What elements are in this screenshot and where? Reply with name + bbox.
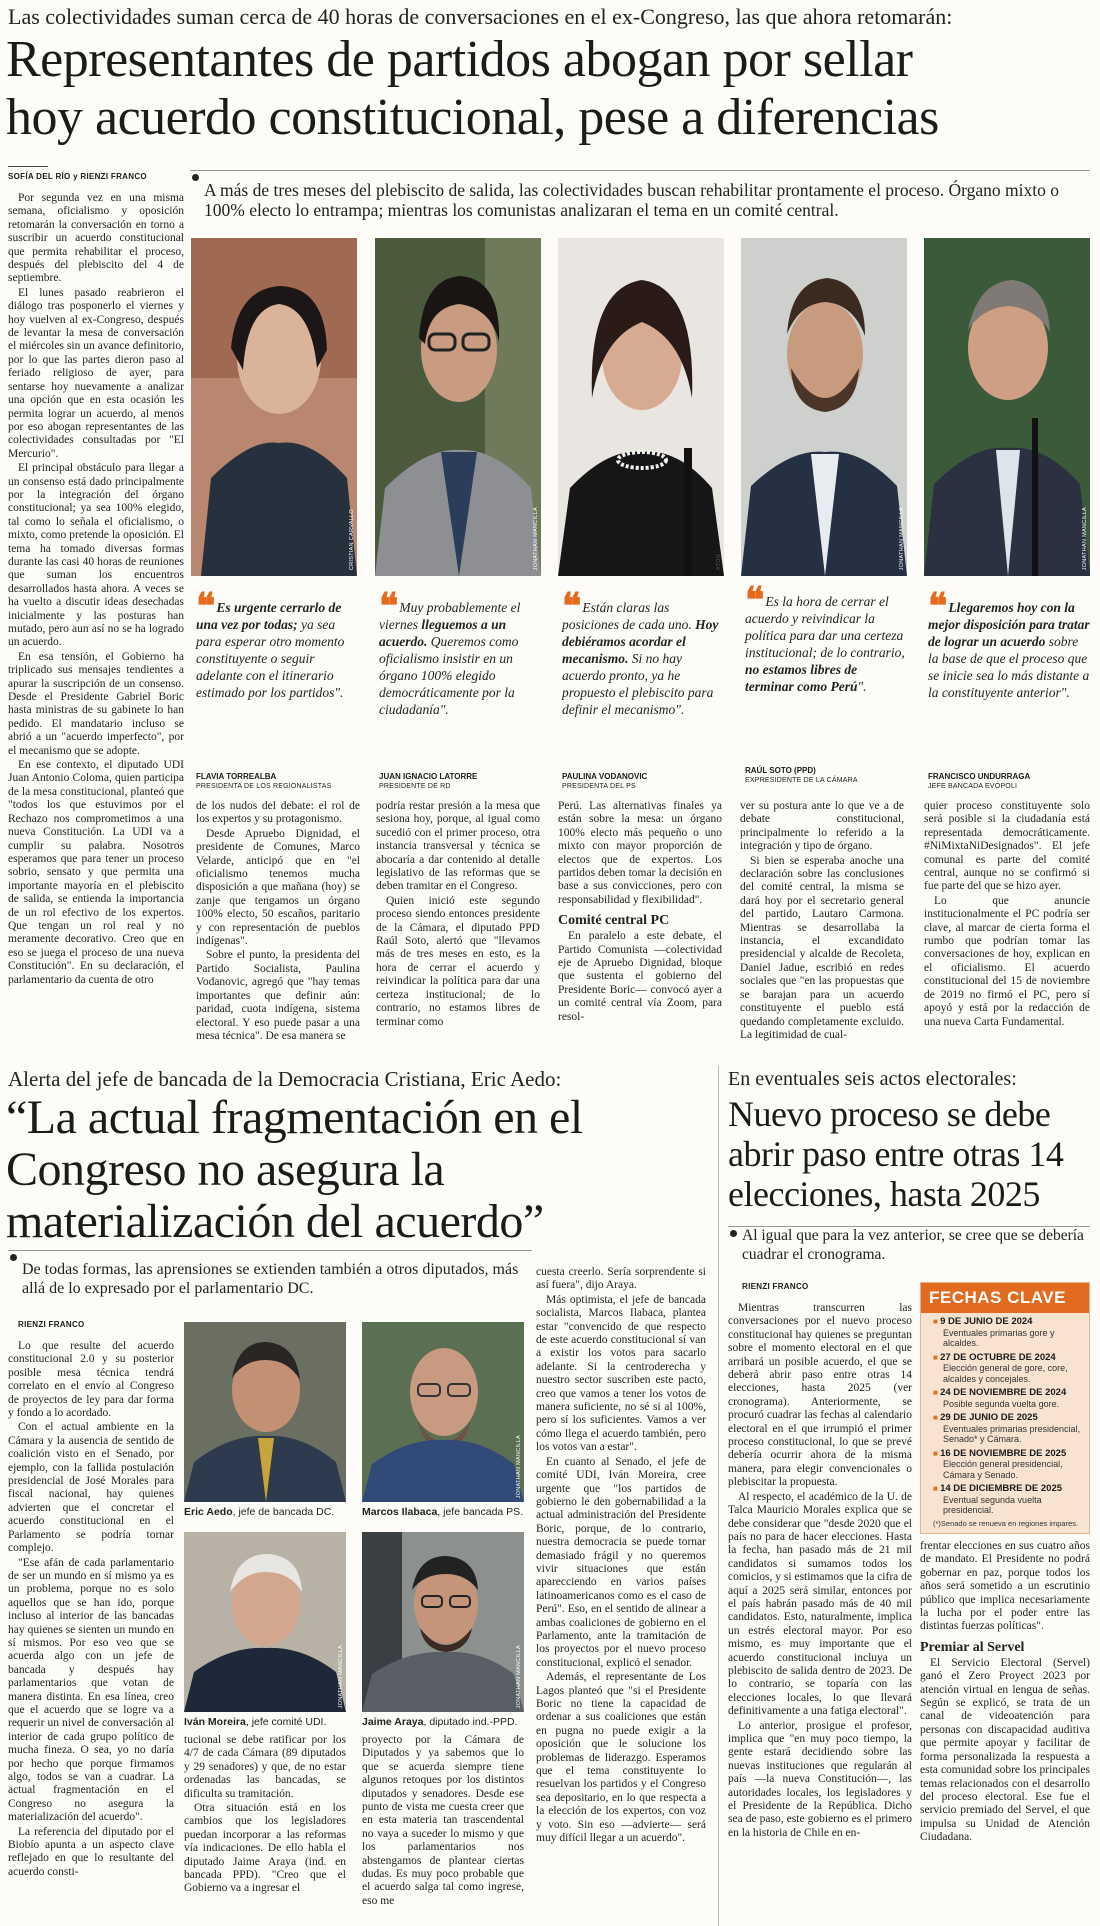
photo-credit: JONATHAN MANCILLA xyxy=(516,1644,522,1708)
paragraph: En esa tensión, el Gobierno ha triplicado sus mensajes tendientes a apurar la suscripción de un consenso. Desde el Presidente Gabriel Boric hasta ministras de su gabinete lo han pedido. El mandatario incluso se abrió a un "acuerdo imperfecto", por el mecanismo que se adopte. xyxy=(8,650,184,757)
quote-text: Es la hora de cerrar el acuerdo y reivindicar la política para dar una certeza institucional; de lo contrario, xyxy=(745,594,905,660)
quote-soto xyxy=(745,579,909,695)
quote-emphasis: Llegaremos hoy con la mejor disposición para tratar de lograr un acuerdo xyxy=(928,600,1090,649)
quote-text: Si no hay acuerdo pronto, ya he propuesto el plebiscito para definir el mecanismo". xyxy=(562,651,714,717)
paragraph: proyecto por la Cámara de Diputados y ya sabemos que lo que se acuerda siempre tiene algunos retoques por los distintos diputados y senadores. Desde ese punto de vista me cuesta creer que en esta materia tan trascendental no vaya a suceder lo mismo y que los parlamentarios nos abstengamos de plantear ciertas dudas. Es muy poco probable que el acuerdo salga tal como ingrese, eso me xyxy=(362,1734,524,1907)
top-body-column-2 xyxy=(376,800,540,1062)
caption-name: Eric Aedo xyxy=(184,1506,233,1518)
left-lead-rule xyxy=(8,1250,532,1251)
source-role: PRESIDENTA DEL PS xyxy=(562,783,636,790)
source-name: PAULINA VODANOVIC xyxy=(562,772,648,781)
right-headline-line3: elecciones, hasta 2025 xyxy=(728,1174,1040,1214)
paragraph: tucional se debe ratificar por los 4/7 de cada Cámara (89 diputados y 29 senadores) y que, de no estar ordenadas las bancadas, se dificulta su tramitación. xyxy=(184,1734,346,1800)
caption-aedo xyxy=(184,1506,334,1518)
caption-role: , jefe de bancada DC. xyxy=(232,1506,335,1518)
paragraph: Al respecto, el académico de la U. de Talca Mauricio Morales explica que se debe considerar que "desde 2020 que el país no para de hacer elecciones. Hasta la fecha, han pasado más de 21 mil candidatos si sumamos todos los comicios, y si estimamos que la cifra de aquí a 2025 será similar, entonces por el país habrán pasado más de 40 mil candidatos. Esto, naturalmente, implica un estrés electoral mayor. Por eso mismo, es muy importante que el acuerdo constitucional incluya un plebiscito de salida dentro de 2023. De lo contrario, se toparía con las elecciones locales, lo que llevará definitivamente a una fatiga electoral". xyxy=(728,1490,912,1718)
quote-source-vodanovic xyxy=(562,772,726,792)
paragraph: de los nudos del debate: el rol de los expertos y su protagonismo. xyxy=(196,800,360,826)
key-date-item xyxy=(921,1352,1089,1385)
quote-mark-icon: ❝ xyxy=(928,585,945,627)
quote-emphasis: Hoy debiéramos acordar el mecanismo. xyxy=(562,617,719,666)
right-column-1 xyxy=(728,1302,912,1926)
paragraph: Con el actual ambiente en la Cámara y la ausencia de sentido de coalición visto en el Senado, por ejemplo, con la fallida postulación presidencial de José Morales para fiscal nacional, hay quienes advierten que el concretar el acuerdo constitucional en el Parlamento se podría tornar complejo. xyxy=(8,1421,174,1555)
byline-rule xyxy=(8,166,48,167)
quote-mark-icon: ❝ xyxy=(379,585,396,627)
key-date-item xyxy=(921,1412,1089,1445)
top-kicker: Las colectividades suman cerca de 40 horas de conversaciones en el ex-Congreso, las que ahora retomarán: xyxy=(8,4,953,29)
paragraph: podría restar presión a la mesa que sesiona hoy, porque, al igual como sucedió con el primer proceso, otra instancia transversal y técnica se abocaría a dar contenido al detalle legislativo de las reformas que se deben tramitar en el Congreso. xyxy=(376,800,540,893)
source-name: FLAVIA TORREALBA xyxy=(196,772,277,781)
left-byline: RIENZI FRANCO xyxy=(18,1320,85,1329)
left-headline-line3: materialización del acuerdo” xyxy=(6,1195,544,1248)
caption-name: Marcos Ilabaca xyxy=(362,1506,438,1518)
key-dates-title: FECHAS CLAVE xyxy=(921,1283,1089,1313)
left-headline-line2: Congreso no asegura la xyxy=(6,1143,445,1196)
quote-source-undurraga xyxy=(928,772,1092,792)
right-byline: RIENZI FRANCO xyxy=(742,1282,809,1291)
top-lead: A más de tres meses del plebiscito de salida, las colectividades buscan rehabilitar prontamente el proceso. Órgano mixto o 100% electo lo entrampa; mientras los comunistas analizaran el tema en un comité central. xyxy=(204,180,1059,220)
right-column-2 xyxy=(920,1540,1090,1926)
caption-name: Iván Moreira xyxy=(184,1716,246,1728)
source-role: EXPRESIDENTE DE LA CÁMARA xyxy=(745,777,858,784)
source-name: RAÚL SOTO (PPD) xyxy=(745,766,816,775)
photo-credit: JONATHAN MANCILLA xyxy=(1082,506,1088,570)
paragraph: Lo que anuncie institucionalmente el PC podría ser clave, al marcar de cierta forma el rumbo que podrían tomar las conversaciones de hoy, explican en el oficialismo. El acuerdo constitucional del 15 de noviembre de 2019 no firmó el PC, pero sí apoyó y está por la redacción de una nueva Carta Fundamental. xyxy=(924,894,1090,1028)
paragraph: Por segunda vez en una misma semana, oficialismo y oposición retomarán la conversación en torno a suscribir un acuerdo constitucional que permita rehabilitar el proceso, después del plebiscito del 4 de septiembre. xyxy=(8,192,184,285)
top-left-column xyxy=(8,192,184,1062)
key-date-text: Elección general de gore, core, alcaldes y concejales. xyxy=(943,1363,1068,1384)
right-headline-line2: abrir paso entre otras 14 xyxy=(728,1134,1064,1174)
left-lead: De todas formas, las aprensiones se extienden también a otros diputados, más allá de lo expresado por el parlamentario DC. xyxy=(22,1261,519,1297)
quote-text: Queremos como oficialismo insistir en un órgano 100% elegido democráticamente por la ciudadanía". xyxy=(379,634,519,717)
quote-text: ". xyxy=(857,679,867,694)
left-lead-bullet xyxy=(10,1254,17,1261)
top-headline-line1: Representantes de partidos abogan por sellar xyxy=(6,31,913,88)
source-name: FRANCISCO UNDURRAGA xyxy=(928,772,1031,781)
key-date-item xyxy=(921,1448,1089,1481)
key-date-text: Elección general presidencial, Cámara y Senado. xyxy=(943,1459,1063,1480)
quote-source-latorre xyxy=(379,772,543,792)
right-lead-bullet xyxy=(730,1230,737,1237)
key-date: ■ 27 DE OCTUBRE DE 2024 xyxy=(933,1352,1056,1363)
top-byline: SOFÍA DEL RÍO y RIENZI FRANCO xyxy=(8,172,147,181)
photo-credit: CRISTIAN CARVALLO xyxy=(349,508,355,570)
quote-source-torrealba xyxy=(196,772,360,792)
top-body-column-4 xyxy=(740,800,904,1062)
left-column-1 xyxy=(8,1340,174,1926)
key-date: ■ 9 DE JUNIO DE 2024 xyxy=(933,1316,1032,1327)
caption-moreira xyxy=(184,1716,326,1728)
paragraph: En paralelo a este debate, el Partido Comunista —colectividad eje de Apruebo Dignidad, bloque que sustenta el gobierno del Presidente Boric— convocó ayer a un comité central vía Zoom, para resol- xyxy=(558,930,722,1023)
key-dates-note: (*)Senado se renueva en regiones impares. xyxy=(933,1518,1079,1528)
left-kicker: Alerta del jefe de bancada de la Democracia Cristiana, Eric Aedo: xyxy=(8,1067,562,1091)
top-body-column-3 xyxy=(558,800,722,1062)
photo-eric-aedo xyxy=(184,1322,346,1502)
left-column-3 xyxy=(362,1734,524,1926)
paragraph: En ese contexto, el diputado UDI Juan Antonio Coloma, quien participa de la mesa constitucional, planteó que "todos los que estuvimos por el Rechazo nos comprometimos a una nueva Constitución. La UDI va a cumplir su palabra. Nosotros esperamos que para tener un proceso sobrio, sensato y que permita una importante mayoría en el plebiscito de salida, se entienda la importancia de un rol efectivo de los expertos. Que tengan un rol real y no meramente decorativo. Creo que en eso se juega el proceso de una nueva Constitución". En su declaración, el parlamentario da cuenta de otro xyxy=(8,759,184,986)
quote-mark-icon: ❝ xyxy=(196,585,213,627)
caption-araya xyxy=(362,1716,517,1728)
paragraph: "Ese afán de cada parlamentario de ser un mundo en sí mismo ya es un problema, porque no es solo aquellos que se han ido, porque incluso al interior de las bancadas hay quienes se sienten un mundo en sí mismos. Por eso veo que se acuerda algo con un jefe de bancada y después hay parlamentarios que votan de manera distinta. En esa línea, creo que el acuerdo que se logre va a requerir un nivel de conversación al interior de cada grupo político de mucha fineza. O sea, yo no daría por hecho que porque firmamos algo, todos se van a cuadrar. La actual fragmentación en el Congreso no asegura la materialización del acuerdo". xyxy=(8,1556,174,1824)
key-date: ■ 29 DE JUNIO DE 2025 xyxy=(933,1412,1038,1423)
quote-mark-icon: ❝ xyxy=(745,579,762,621)
paragraph: El lunes pasado reabrieron el diálogo tras posponerlo el viernes y hoy vuelven al ex-Congreso, después de levantar la mesa de conversación el miércoles sin un avance definitorio, por lo que las partes dieron paso al feriado religioso de ayer, para sentarse hoy nuevamente a analizar una opción que en esta ocasión les permita lograr un acuerdo, al menos por eso abogan representantes de las colectividades consultadas por "El Mercurio". xyxy=(8,286,184,460)
photo-credit: JONATHAN MANCILLA xyxy=(533,506,539,570)
quote-text: ya sea para esperar otro momento constituyente o seguir adelante con el itinerario estimado por los partidos". xyxy=(196,617,345,700)
paragraph: quier proceso constituyente solo será posible si la ciudadanía está representada democráticamente. #NiMixtaNiDesignados". El jefe comunal es parte del comité central, aunque no se confirmó si fue parte del que se hizo ayer. xyxy=(924,800,1090,893)
photo-marcos-ilabaca xyxy=(362,1322,524,1502)
source-role: PRESIDENTE DE RD xyxy=(379,783,451,790)
photo-credit: JONATHAN MANCILLA xyxy=(338,1644,344,1708)
top-body-column-1 xyxy=(196,800,360,1062)
photo-raul-soto xyxy=(741,238,907,576)
lead-bullet xyxy=(192,174,199,181)
caption-role: , jefe bancada PS. xyxy=(437,1506,524,1518)
paragraph: Si bien se esperaba anoche una declaración sobre las conclusiones del comité central, la misma se dará hoy por el secretario general del partido, Lautaro Carmona. Mientras se desarrollaba la instancia, el excandidato presidencial y alcalde de Recoleta, Daniel Jadue, escribió en redes sociales que "en las propuestas que se barajan para un acuerdo constituyente el pueblo está quedando completamente excluido. La legitimidad de cual- xyxy=(740,854,904,1041)
quote-text: sobre la base de que el proceso que se inicie sea lo más distante a la constituyente anterior". xyxy=(928,634,1090,700)
paragraph: El Servicio Electoral (Servel) ganó el Zero Proyect 2023 por atención virtual en lengua de señas. Según se explicó, se trata de un canal de videoatención para personas con discapacidad auditiva que permite apoyar y facilitar de forma personalizada la respuesta a esta comunidad sobre los principales temas relacionados con el desarrollo del proceso electoral. Ese fue el servicio premiado del Servel, el que impulsa su Unidad de Atención Ciudadana. xyxy=(920,1656,1090,1844)
key-date-text: Eventual segunda vuelta presidencial. xyxy=(943,1494,1042,1515)
quote-emphasis: Es urgente cerrarlo de una vez por todas; xyxy=(196,600,342,632)
story-divider xyxy=(718,1066,719,1926)
paragraph: Mientras transcurren las conversaciones por el nuevo proceso constitucional hay quienes se preguntan sobre el momento electoral en el que arribará un posible acuerdo, el que se deberá abrir paso entre otras 14 elecciones, hasta 2025 (ver cronograma). Anteriormente, se procuró cuadrar las fechas al calendario electoral en el que irrumpió el primer proceso constitucional, lo que se prevé debería ocurrir ahora de la misma manera, para elegir convencionales o plebiscitar la propuesta. xyxy=(728,1302,912,1489)
key-date-text: Eventuales primarias presidencial, Senado* y Cámara. xyxy=(943,1423,1081,1444)
quote-vodanovic xyxy=(562,585,726,718)
paragraph: frentar elecciones en sus cuatro años de mandato. El Presidente no podrá gobernar en paz, porque todos los años será sometido a un escrutinio público que implica necesariamente la lucha por el poder entre las distintas fuerzas políticas". xyxy=(920,1540,1090,1633)
photo-juan-ignacio-latorre xyxy=(375,238,541,576)
paragraph: Perú. Las alternativas finales ya están sobre la mesa: un órgano 100% electo más pequeño o uno mixto con mayor proporción de electos que de expertos. Los partidos deben tomar la decisión en base a sus convicciones, pero con responsabilidad y flexibilidad". xyxy=(558,800,722,906)
paragraph: Desde Apruebo Dignidad, el presidente de Comunes, Marco Velarde, anticipó que en "el oficialismo tenemos mucha disposición a que mañana (hoy) se zanje que tengamos un órgano 100% electo, 50 escaños, paritario y con representación de pueblos indígenas". xyxy=(196,827,360,948)
paragraph: ver su postura ante lo que ve a de debate constitucional, principalmente lo referido a la integración y tipo de órgano. xyxy=(740,800,904,853)
caption-name: Jaime Araya xyxy=(362,1716,424,1728)
right-kicker: En eventuales seis actos electorales: xyxy=(728,1068,1017,1090)
left-headline-line1: “La actual fragmentación en el xyxy=(6,1091,583,1144)
key-date-item xyxy=(921,1316,1089,1349)
key-dates-box xyxy=(920,1282,1090,1534)
quote-source-soto xyxy=(745,766,909,786)
paragraph: El principal obstáculo para llegar a un consenso está dado principalmente por la integración del órgano constitucional; ya sea 100% elegido, tal como lo señala el oficialismo, o mixto, como pretende la oposición. El tema ha tomado diversas formas durante las casi 40 horas de reuniones que suman los encuentros desarrollados hasta ahora. A veces se ha vuelto a discutir ideas desechadas inicialmente y las posturas han mutado, pero aun así no se ha logrado un acuerdo. xyxy=(8,462,184,649)
paragraph: Lo que resulte del acuerdo constitucional 2.0 y su posterior posible mesa técnica tendrá correlato en el envío al Congreso de proyectos de ley para dar forma y fondo a lo acordado. xyxy=(8,1340,174,1420)
quote-torrealba xyxy=(196,585,360,701)
paragraph: Quien inició este segundo proceso siendo entonces presidente de la Cámara, el diputado PPD Raúl Soto, alertó que "llevamos más de tres meses en esto, es la hora de cerrar el acuerdo y reivindicar la política para dar una certeza institucional; de lo contrario, no estamos libres de terminar como xyxy=(376,894,540,1028)
quote-latorre xyxy=(379,585,543,718)
key-date-item xyxy=(921,1483,1089,1516)
source-role: PRESIDENTA DE LOS REGIONALISTAS xyxy=(196,783,332,790)
right-lead: Al igual que para la vez anterior, se cree que se debería cuadrar el cronograma. xyxy=(742,1227,1084,1263)
photo-francisco-undurraga xyxy=(924,238,1090,576)
top-headline-line2: hoy acuerdo constitucional, pese a diferencias xyxy=(6,89,939,146)
key-date: ■ 16 DE NOVIEMBRE DE 2025 xyxy=(933,1448,1066,1459)
paragraph: Otra situación está en los cambios que los legisladores puedan incorporar a las reformas vía indicaciones. De ello habla el diputado Jaime Araya (ind. en bancada PPD). "Creo que el Gobierno va a ingresar el xyxy=(184,1802,346,1895)
subhead-premiar-servel: Premiar al Servel xyxy=(920,1639,1025,1655)
source-role: JEFE BANCADA EVÓPOLI xyxy=(928,783,1018,790)
caption-role: , jefe comité UDI. xyxy=(245,1716,327,1728)
left-column-2 xyxy=(184,1734,346,1926)
paragraph: Sobre el punto, la presidenta del Partido Socialista, Paulina Vodanovic, agregó que "hay temas importantes que definir aún: paridad, cuota indígena, sistema electoral. Y eso puede pasar a una mesa técnica". De esa manera se xyxy=(196,949,360,1042)
paragraph: Además, el representante de Los Lagos planteó que "si el Presidente Boric no tiene la capacidad de ordenar a sus coaliciones que están en pugna no puede exigir a la oposición que le solucione los problemas de liderazgo. Esperamos que el tema constituyente lo resuelvan los partidos y el Congreso sea depositario, en lo que respecta a la elección de los expertos, con voz y voto. Sin eso —advierte— será muy difícil llegar a un acuerdo". xyxy=(536,1671,706,1845)
quote-emphasis: no estamos libres de terminar como Perú xyxy=(745,662,858,694)
key-date: ■ 14 DE DICIEMBRE DE 2025 xyxy=(933,1483,1062,1494)
lead-rule xyxy=(190,170,1090,171)
key-date: ■ 24 DE NOVIEMBRE DE 2024 xyxy=(933,1387,1066,1398)
key-date-item xyxy=(921,1387,1089,1409)
caption-role: , diputado ind.-PPD. xyxy=(423,1716,518,1728)
paragraph: En cuanto al Senado, el jefe de comité UDI, Iván Moreira, cree urgente que "los partidos de gobierno le den gobernabilidad a la actual administración del Presidente Boric, porque, de lo contrario, nuestra democracia se puede tornar demasiado frágil y no queremos vivir situaciones que están aparecciendo en varios países latinoamericanos como es el caso de Perú". Eso, en el sentido de alinear a ambas coaliciones de gobierno en el Parlamento, ante la tramitación de los proyectos por el nuevo proceso constitucional, explicó el senador. xyxy=(536,1455,706,1669)
paragraph: cuesta creerlo. Sería sorprendente si así fuera", dijo Araya. xyxy=(536,1266,706,1292)
quote-text: Están claras las posiciones de cada uno. xyxy=(562,600,696,632)
left-column-4 xyxy=(536,1266,706,1926)
quote-mark-icon: ❝ xyxy=(562,585,579,627)
source-name: JUAN IGNACIO LATORRE xyxy=(379,772,478,781)
key-date-text: Posible segunda vuelta gore. xyxy=(943,1398,1060,1409)
key-date-text: Eventuales primarias gore y alcaldes. xyxy=(943,1327,1055,1348)
caption-ilabaca xyxy=(362,1506,523,1518)
photo-flavia-torrealba xyxy=(191,238,357,576)
subhead-comite-central: Comité central PC xyxy=(558,913,670,929)
quote-text: Muy probablemente el viernes xyxy=(379,600,521,632)
top-body-column-5 xyxy=(924,800,1090,1062)
right-headline-line1: Nuevo proceso se debe xyxy=(728,1094,1051,1134)
photo-credit: JONATHAN MANCILLA xyxy=(516,1434,522,1498)
photo-paulina-vodanovic xyxy=(558,238,724,576)
paragraph: La referencia del diputado por el Biobío apunta a un aspecto clave reflejado en que lo resultante del acuerdo consti- xyxy=(8,1825,174,1878)
paragraph: Más optimista, el jefe de bancada socialista, Marcos Ilabaca, plantea estar "convencido de que respecto de este acuerdo constitucional sí van a existir los votos para sacarlo adelante. Si la centroderecha y nuestro sector suscriben este pacto, creo que vamos a tener los votos de manera suficiente, no sé si al 100%, pero sí los suficientes. Vamos a ver cómo llega el acuerdo también, pero los votos van a estar". xyxy=(536,1293,706,1454)
paragraph: Lo anterior, prosigue el profesor, implica que "en muy poco tiempo, la gente estará decidiendo sobre las nuevas instituciones que regularán al país —la nueva Constitución—, las autoridades locales, los legisladores y el Presidente de la República. Dicho sea de paso, este gobierno es el primero en la historia de Chile en en- xyxy=(728,1719,912,1839)
photo-jaime-araya xyxy=(362,1532,524,1712)
photo-credit: ATON xyxy=(716,554,722,570)
quote-undurraga xyxy=(928,585,1092,701)
photo-ivan-moreira xyxy=(184,1532,346,1712)
photo-credit: JONATHAN MANCILLA xyxy=(899,506,905,570)
quote-emphasis: lleguemos a un acuerdo. xyxy=(379,617,507,649)
